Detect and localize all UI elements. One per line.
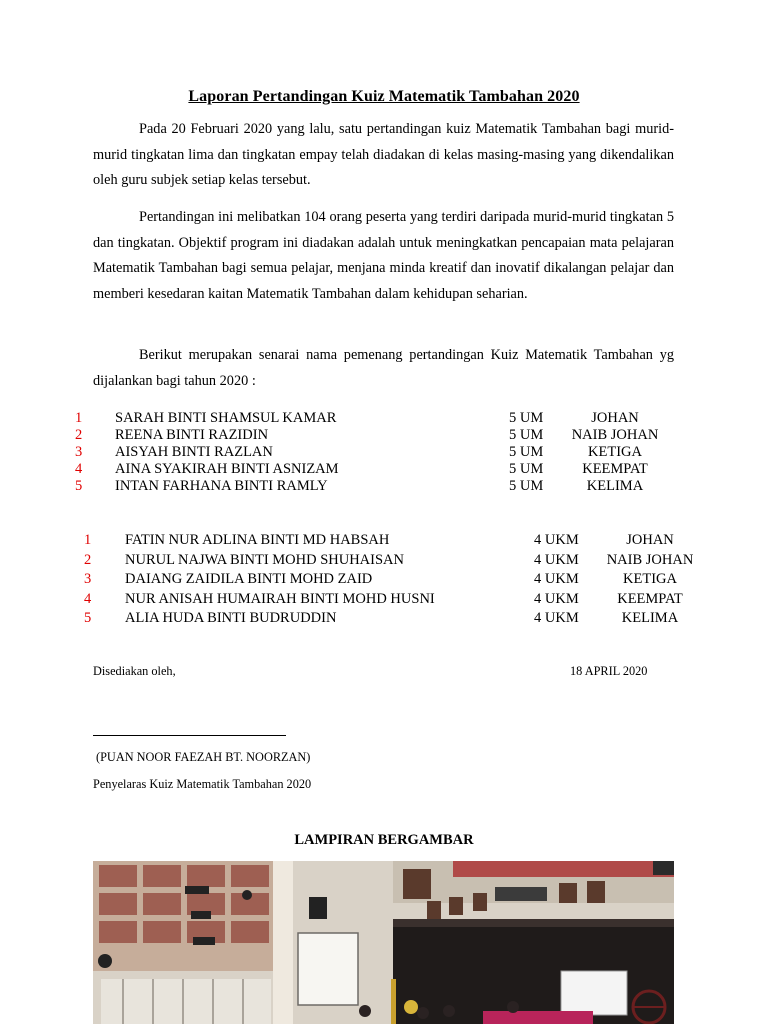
list-item <box>0 531 768 551</box>
rank-number: 4 <box>84 590 92 607</box>
rank-number: 5 <box>84 610 92 626</box>
report-title: Laporan Pertandingan Kuiz Matematik Tambahan 2020 <box>188 88 580 105</box>
rank-number: 1 <box>84 532 92 548</box>
winner-class: 5 UM <box>509 461 544 477</box>
paragraph-2 <box>93 205 674 307</box>
winner-place: KEEMPAT <box>617 590 683 607</box>
list-item <box>0 478 768 495</box>
rank-number: 2 <box>84 551 92 568</box>
winner-name: INTAN FARHANA BINTI RAMLY <box>115 478 328 494</box>
preparer-name: (PUAN NOOR FAEZAH BT. NOORZAN) <box>96 750 311 764</box>
paragraph-1 <box>93 117 674 194</box>
list-item <box>0 410 768 427</box>
list-item <box>0 609 768 629</box>
event-photo <box>93 861 674 1024</box>
winner-class: 4 UKM <box>534 590 579 607</box>
paragraph-2-text: Pertandingan ini melibatkan 104 orang peserta yang terdiri daripada murid-murid tingkatan 5 dan tingkatan. Objektif program ini diadakan adalah untuk meningkatkan pencapaian mata pelajaran Matematik Tambahan bagi semua pelajar, menjana minda kreatif dan inovatif dikalangan pelajar dan memberi kesedaran kaitan Matematik Tambahan dalam kehidupan seharian. <box>93 209 674 302</box>
winner-place: NAIB JOHAN <box>606 551 694 568</box>
winner-name: NUR ANISAH HUMAIRAH BINTI MOHD HUSNI <box>125 590 435 607</box>
winner-class: 5 UM <box>509 410 544 426</box>
signature-line <box>93 735 286 736</box>
winners-list-5um <box>0 410 768 495</box>
winner-class: 4 UKM <box>534 571 579 587</box>
winner-class: 4 UKM <box>534 551 579 568</box>
winner-name: AINA SYAKIRAH BINTI ASNIZAM <box>115 461 339 477</box>
list-item <box>0 551 768 571</box>
prepared-by-label: Disediakan oleh, <box>93 664 176 678</box>
list-item <box>0 590 768 610</box>
winner-class: 4 UKM <box>534 532 579 548</box>
rank-number: 5 <box>75 478 83 494</box>
preparer-role: Penyelaras Kuiz Matematik Tambahan 2020 <box>93 777 312 791</box>
winner-name: AISYAH BINTI RAZLAN <box>115 444 273 460</box>
hall-photo-illustration <box>93 861 674 1024</box>
winner-place: KETIGA <box>588 444 642 460</box>
rank-number: 4 <box>75 461 83 477</box>
list-item <box>0 444 768 461</box>
list-item <box>0 461 768 478</box>
winner-name: FATIN NUR ADLINA BINTI MD HABSAH <box>125 532 390 548</box>
winner-class: 5 UM <box>509 427 544 443</box>
report-date: 18 APRIL 2020 <box>570 664 648 678</box>
paragraph-3 <box>93 343 674 394</box>
attachment-heading: LAMPIRAN BERGAMBAR <box>294 832 474 848</box>
winners-list-4ukm <box>0 531 768 629</box>
winner-place: JOHAN <box>626 532 674 548</box>
winner-place: KEEMPAT <box>582 461 648 477</box>
winner-name: ALIA HUDA BINTI BUDRUDDIN <box>125 610 337 626</box>
winner-name: DAIANG ZAIDILA BINTI MOHD ZAID <box>125 571 373 587</box>
paragraph-3-text: Berikut merupakan senarai nama pemenang pertandingan Kuiz Matematik Tambahan yg dijalankan bagi tahun 2020 : <box>93 347 674 389</box>
rank-number: 3 <box>75 444 83 460</box>
winner-name: SARAH BINTI SHAMSUL KAMAR <box>115 410 337 426</box>
paragraph-1-text: Pada 20 Februari 2020 yang lalu, satu pertandingan kuiz Matematik Tambahan bagi murid-murid tingkatan lima dan tingkatan empay telah diadakan di kelas masing-masing yang dikendalikan oleh guru subjek setiap kelas tersebut. <box>93 121 674 188</box>
winner-name: REENA BINTI RAZIDIN <box>115 427 269 443</box>
winner-class: 5 UM <box>509 444 544 460</box>
rank-number: 1 <box>75 410 83 426</box>
rank-number: 2 <box>75 427 83 443</box>
winner-place: JOHAN <box>591 410 639 426</box>
list-item <box>0 570 768 590</box>
winner-place: KETIGA <box>623 571 677 587</box>
winner-class: 5 UM <box>509 478 544 494</box>
list-item <box>0 427 768 444</box>
rank-number: 3 <box>84 571 92 587</box>
winner-class: 4 UKM <box>534 610 579 626</box>
winner-place: KELIMA <box>621 610 679 626</box>
winner-name: NURUL NAJWA BINTI MOHD SHUHAISAN <box>125 551 404 568</box>
winner-place: NAIB JOHAN <box>571 427 659 443</box>
winner-place: KELIMA <box>586 478 644 494</box>
